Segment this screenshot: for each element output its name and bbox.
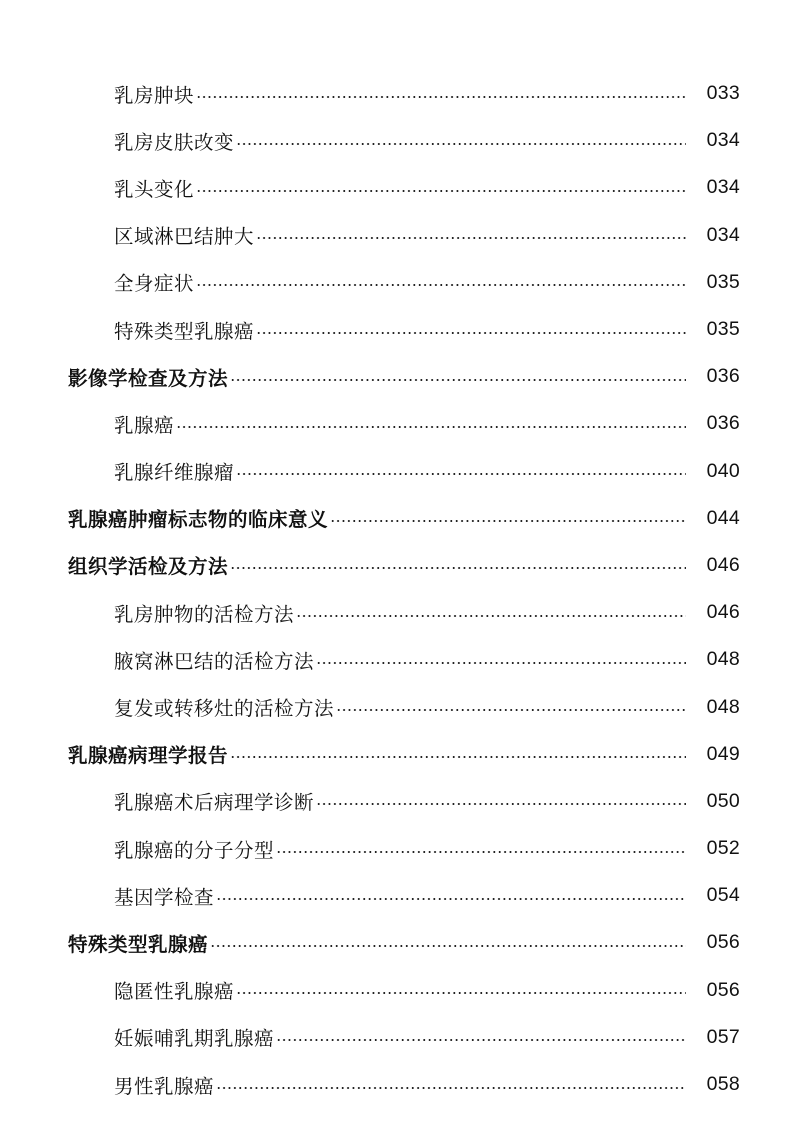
toc-entry-page: 049 [706, 742, 740, 765]
toc-entry-page: 056 [706, 931, 740, 954]
toc-entry-page: 046 [706, 601, 740, 624]
toc-entry-page: 050 [706, 789, 740, 812]
toc-entry-page: 034 [706, 223, 740, 246]
toc-entry[interactable] [0, 731, 800, 778]
toc-entry-title: 乳腺纤维腺瘤 [114, 461, 235, 485]
toc-entry[interactable] [0, 967, 800, 1014]
toc-entry[interactable] [0, 542, 800, 589]
dot-leader [336, 709, 686, 711]
toc-entry-page: 040 [706, 459, 740, 482]
toc-entry-title: 隐匿性乳腺癌 [114, 980, 235, 1004]
toc-entry-title: 乳腺癌病理学报告 [68, 744, 229, 768]
toc-entry-title: 乳腺癌术后病理学诊断 [114, 791, 315, 815]
toc-entry[interactable] [0, 1014, 800, 1061]
toc-entry-page: 034 [706, 176, 740, 199]
toc-entry-page: 048 [706, 648, 740, 671]
toc-entry[interactable] [0, 306, 800, 353]
toc-entry-title: 乳头变化 [114, 177, 195, 201]
dot-leader [296, 615, 686, 617]
toc-entry-title: 区域淋巴结肿大 [114, 225, 255, 249]
toc-entry-page: 035 [706, 318, 740, 341]
toc-entry-page: 035 [706, 270, 740, 293]
toc-entry[interactable] [0, 589, 800, 636]
dot-leader [236, 143, 686, 145]
toc-entry-title: 乳腺癌肿瘤标志物的临床意义 [68, 508, 329, 532]
toc-entry-title: 影像学检查及方法 [68, 366, 229, 390]
dot-leader [196, 284, 686, 286]
toc-entry[interactable] [0, 400, 800, 447]
dot-leader [316, 803, 686, 805]
toc-entry[interactable] [0, 1061, 800, 1108]
toc-entry[interactable] [0, 117, 800, 164]
toc-entry[interactable] [0, 353, 800, 400]
dot-leader [256, 237, 686, 239]
toc-entry-page: 058 [706, 1073, 740, 1096]
toc-entry[interactable] [0, 164, 800, 211]
dot-leader [230, 379, 686, 381]
toc-entry-page: 033 [706, 82, 740, 105]
toc-entry[interactable] [0, 872, 800, 919]
dot-leader [230, 567, 686, 569]
toc-entry-title: 乳房肿物的活检方法 [114, 602, 295, 626]
dot-leader [256, 332, 686, 334]
toc-entry-title: 腋窝淋巴结的活检方法 [114, 649, 315, 673]
dot-leader [316, 662, 686, 664]
toc-entry-title: 妊娠哺乳期乳腺癌 [114, 1027, 275, 1051]
toc-entry-title: 基因学检查 [114, 885, 215, 909]
dot-leader [236, 992, 686, 994]
toc-entry[interactable] [0, 636, 800, 683]
toc-entry-page: 054 [706, 884, 740, 907]
dot-leader [196, 190, 686, 192]
toc-entry-title: 乳腺癌 [114, 413, 175, 437]
toc-entry-page: 036 [706, 412, 740, 435]
table-of-contents [0, 70, 800, 1108]
toc-entry-title: 组织学活检及方法 [68, 555, 229, 579]
toc-entry-page: 048 [706, 695, 740, 718]
toc-entry-title: 全身症状 [114, 272, 195, 296]
toc-entry-page: 046 [706, 553, 740, 576]
toc-entry-title: 乳房肿块 [114, 83, 195, 107]
toc-entry-title: 男性乳腺癌 [114, 1074, 215, 1098]
toc-entry-title: 乳房皮肤改变 [114, 130, 235, 154]
dot-leader [216, 1087, 686, 1089]
toc-entry-page: 057 [706, 1025, 740, 1048]
toc-entry-page: 052 [706, 837, 740, 860]
toc-entry[interactable] [0, 778, 800, 825]
dot-leader [236, 473, 686, 475]
toc-entry[interactable] [0, 825, 800, 872]
toc-entry-page: 044 [706, 506, 740, 529]
toc-entry-page: 034 [706, 129, 740, 152]
toc-entry-title: 复发或转移灶的活检方法 [114, 697, 335, 721]
dot-leader [216, 898, 686, 900]
dot-leader [176, 426, 686, 428]
toc-entry[interactable] [0, 70, 800, 117]
toc-entry[interactable] [0, 683, 800, 730]
toc-entry[interactable] [0, 259, 800, 306]
dot-leader [330, 520, 686, 522]
toc-entry[interactable] [0, 495, 800, 542]
dot-leader [196, 96, 686, 98]
dot-leader [210, 945, 686, 947]
toc-entry-title: 特殊类型乳腺癌 [114, 319, 255, 343]
dot-leader [276, 851, 686, 853]
toc-entry-title: 乳腺癌的分子分型 [114, 838, 275, 862]
toc-entry[interactable] [0, 212, 800, 259]
toc-entry-title: 特殊类型乳腺癌 [68, 932, 209, 956]
toc-entry-page: 056 [706, 978, 740, 1001]
dot-leader [230, 756, 686, 758]
toc-entry-page: 036 [706, 365, 740, 388]
toc-entry[interactable] [0, 448, 800, 495]
toc-entry[interactable] [0, 919, 800, 966]
dot-leader [276, 1039, 686, 1041]
